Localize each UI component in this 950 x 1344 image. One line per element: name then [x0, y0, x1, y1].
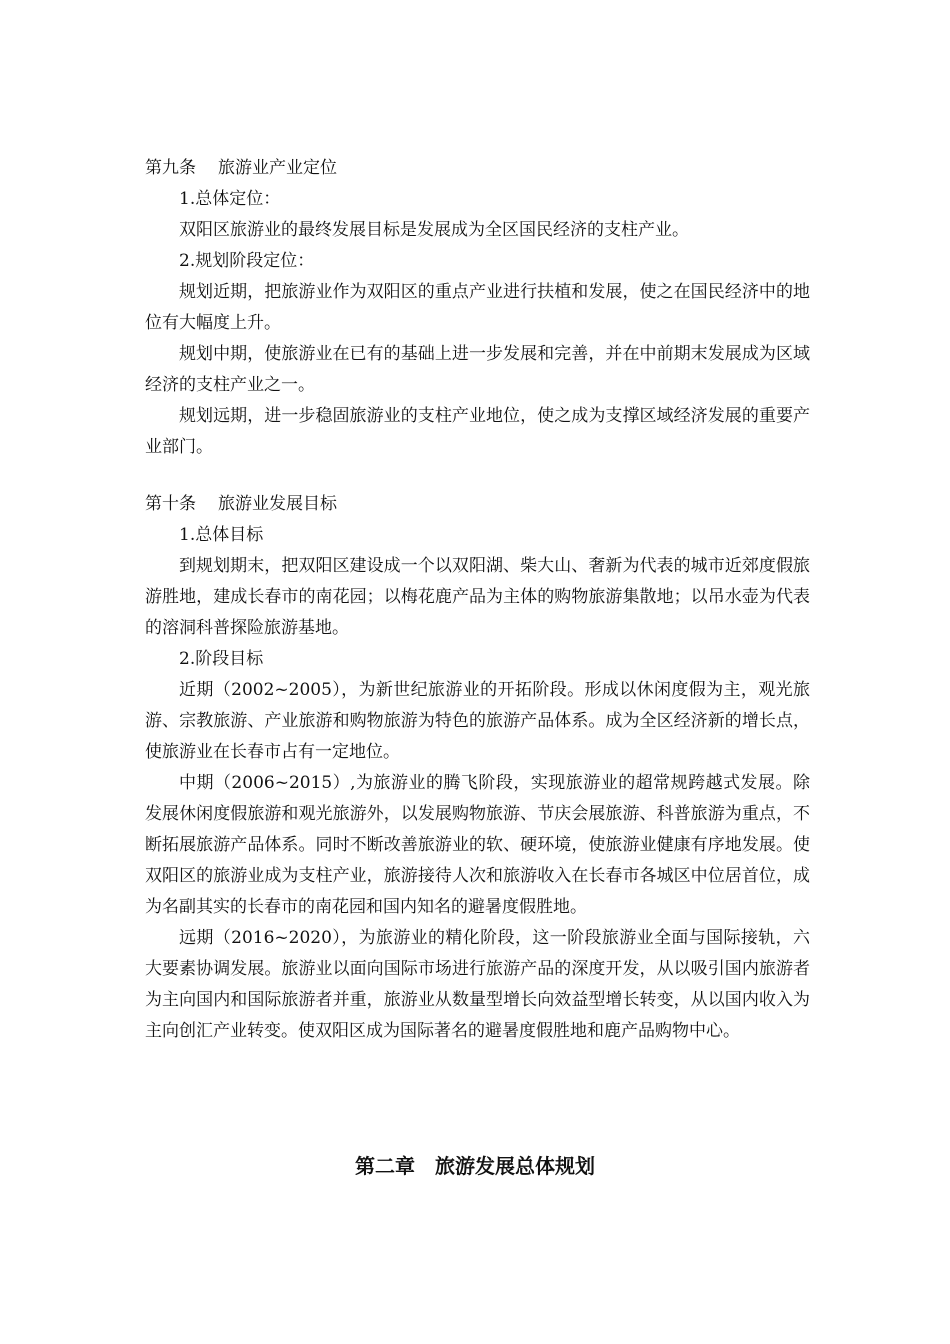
chapter-title: 旅游发展总体规划: [435, 1154, 595, 1178]
paragraph: 规划远期，进一步稳固旅游业的支柱产业地位，使之成为支撑区域经济发展的重要产业部门。: [145, 406, 810, 457]
paragraph: 规划近期，把旅游业作为双阳区的重点产业进行扶植和发展，使之在国民经济中的地位有大幅度上升。: [145, 282, 810, 333]
paragraph: 2.阶段目标: [179, 649, 264, 669]
paragraph: 近期（2002~2005），为新世纪旅游业的开拓阶段。形成以休闲度假为主，观光旅游、宗教旅游、产业旅游和购物旅游为特色的旅游产品体系。成为全区经济新的增长点，使旅游业在长春市占有一定地位。: [145, 680, 810, 762]
paragraph: 到规划期末，把双阳区建设成一个以双阳湖、柴大山、奢新为代表的城市近郊度假旅游胜地，建成长春市的南花园；以梅花鹿产品为主体的购物旅游集散地；以吊水壶为代表的溶洞科普探险旅游基地。: [145, 556, 810, 638]
paragraph: 规划中期，使旅游业在已有的基础上进一步发展和完善，并在中前期末发展成为区域经济的支柱产业之一。: [145, 344, 810, 395]
paragraph: 1.总体目标: [179, 525, 264, 545]
article-title: 旅游业产业定位: [218, 158, 337, 178]
section-heading: [145, 489, 810, 520]
chapter-number: 第二章: [355, 1154, 415, 1178]
paragraph: 中期（2006~2015）,为旅游业的腾飞阶段，实现旅游业的超常规跨越式发展。除发展休闲度假旅游和观光旅游外，以发展购物旅游、节庆会展旅游、科普旅游为重点，不断拓展旅游产品体系。同时不断改善旅游业的软、硬环境，使旅游业健康有序地发展。使双阳区的旅游业成为支柱产业，旅游接待人次和旅游收入在长春市各城区中位居首位，成为名副其实的长春市的南花园和国内知名的避暑度假胜地。: [145, 773, 810, 917]
section-article-9: [145, 153, 810, 463]
chapter-heading: [0, 1150, 950, 1182]
article-number: 第九条: [145, 158, 196, 178]
paragraph: 双阳区旅游业的最终发展目标是发展成为全区国民经济的支柱产业。: [179, 220, 689, 240]
paragraph: 远期（2016~2020），为旅游业的精化阶段，这一阶段旅游业全面与国际接轨，六大要素协调发展。旅游业以面向国际市场进行旅游产品的深度开发，从以吸引国内旅游者为主向国内和国际旅游者并重，旅游业从数量型增长向效益型增长转变，从以国内收入为主向创汇产业转变。使双阳区成为国际著名的避暑度假胜地和鹿产品购物中心。: [145, 928, 810, 1041]
section-heading: [145, 153, 810, 184]
article-title: 旅游业发展目标: [218, 494, 337, 514]
paragraph: 2.规划阶段定位：: [179, 251, 315, 271]
paragraph: 1.总体定位：: [179, 189, 281, 209]
section-article-10: [145, 489, 810, 1047]
article-number: 第十条: [145, 494, 196, 514]
